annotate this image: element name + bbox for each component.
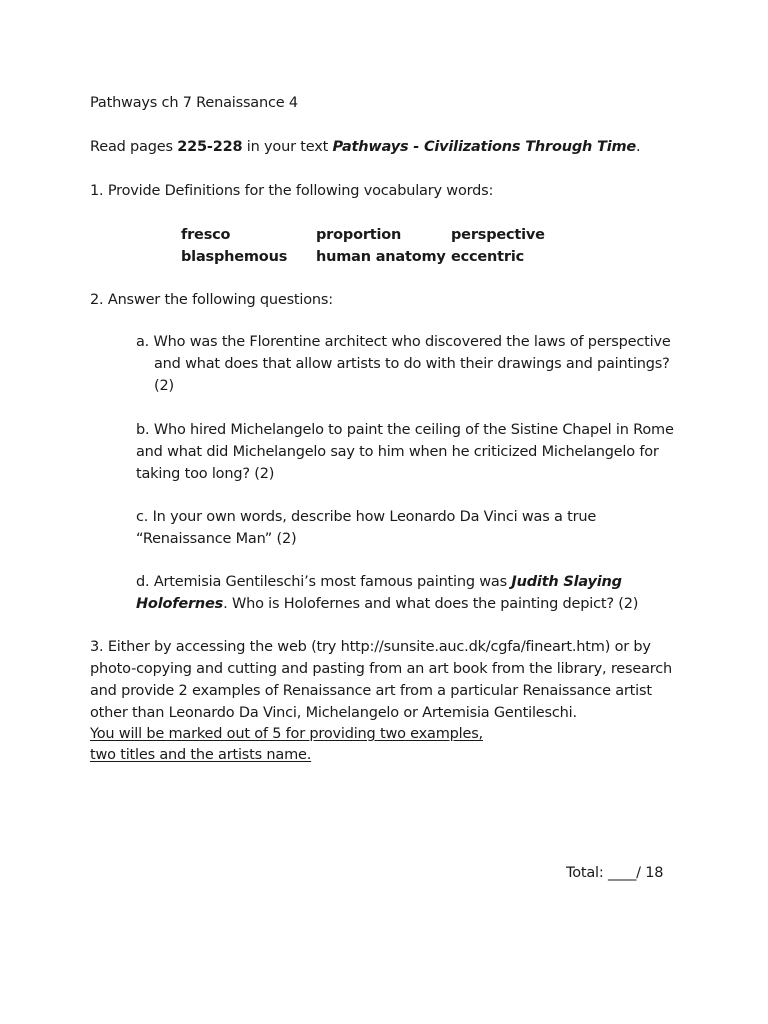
question-3-line: and provide 2 examples of Renaissance art from a particular Renaissance artist bbox=[90, 683, 652, 699]
vocab-word: eccentric bbox=[451, 249, 525, 265]
total-score: Total: ____/ 18 bbox=[566, 865, 664, 881]
question-2c-line: c. In your own words, describe how Leonardo Da Vinci was a true bbox=[136, 509, 597, 525]
question-2c-line: “Renaissance Man” (2) bbox=[136, 531, 297, 547]
question-3-line: other than Leonardo Da Vinci, Michelangelo or Artemisia Gentileschi. bbox=[90, 705, 577, 721]
reading-instruction bbox=[90, 136, 640, 158]
question-2a-line: a. Who was the Florentine architect who discovered the laws of perspective bbox=[136, 334, 671, 350]
marking-note: two titles and the artists name. bbox=[90, 747, 312, 763]
question-3-line: photo-copying and cutting and pasting from an art book from the library, research bbox=[90, 661, 672, 677]
vocab-word: perspective bbox=[451, 227, 545, 243]
question-2a-line: and what does that allow artists to do with their drawings and paintings? bbox=[154, 356, 670, 372]
marking-note: You will be marked out of 5 for providing two examples, bbox=[90, 726, 483, 742]
question-2d-suffix: . Who is Holofernes and what does the painting depict? (2) bbox=[223, 596, 639, 612]
painting-title: Judith Slaying bbox=[511, 574, 622, 590]
question-2b-line: taking too long? (2) bbox=[136, 466, 275, 482]
reading-middle: in your text bbox=[242, 139, 333, 155]
question-2d-line bbox=[136, 571, 622, 593]
question-2d-prefix: d. Artemisia Gentileschi’s most famous painting was bbox=[136, 574, 512, 590]
painting-title: Holofernes bbox=[136, 596, 224, 612]
book-title: Pathways - Civilizations Through Time bbox=[332, 139, 637, 155]
document-title: Pathways ch 7 Renaissance 4 bbox=[90, 95, 298, 111]
question-1-text: 1. Provide Definitions for the following vocabulary words: bbox=[90, 183, 494, 199]
question-2-text: 2. Answer the following questions: bbox=[90, 292, 333, 308]
vocab-word: proportion bbox=[316, 227, 402, 243]
question-2b-line: and what did Michelangelo say to him when he criticized Michelangelo for bbox=[136, 444, 659, 460]
question-3-line: 3. Either by accessing the web (try http://sunsite.auc.dk/cgfa/fineart.htm) or by bbox=[90, 639, 651, 655]
vocab-word: blasphemous bbox=[181, 249, 288, 265]
question-2b-line: b. Who hired Michelangelo to paint the ceiling of the Sistine Chapel in Rome bbox=[136, 422, 674, 438]
reading-prefix: Read pages bbox=[90, 139, 178, 155]
question-2d-line bbox=[136, 593, 638, 615]
question-2a-line: (2) bbox=[154, 378, 174, 394]
vocab-word: fresco bbox=[181, 227, 231, 243]
reading-suffix: . bbox=[636, 139, 641, 155]
vocab-word: human anatomy bbox=[316, 249, 446, 265]
reading-pages: 225-228 bbox=[177, 139, 243, 155]
